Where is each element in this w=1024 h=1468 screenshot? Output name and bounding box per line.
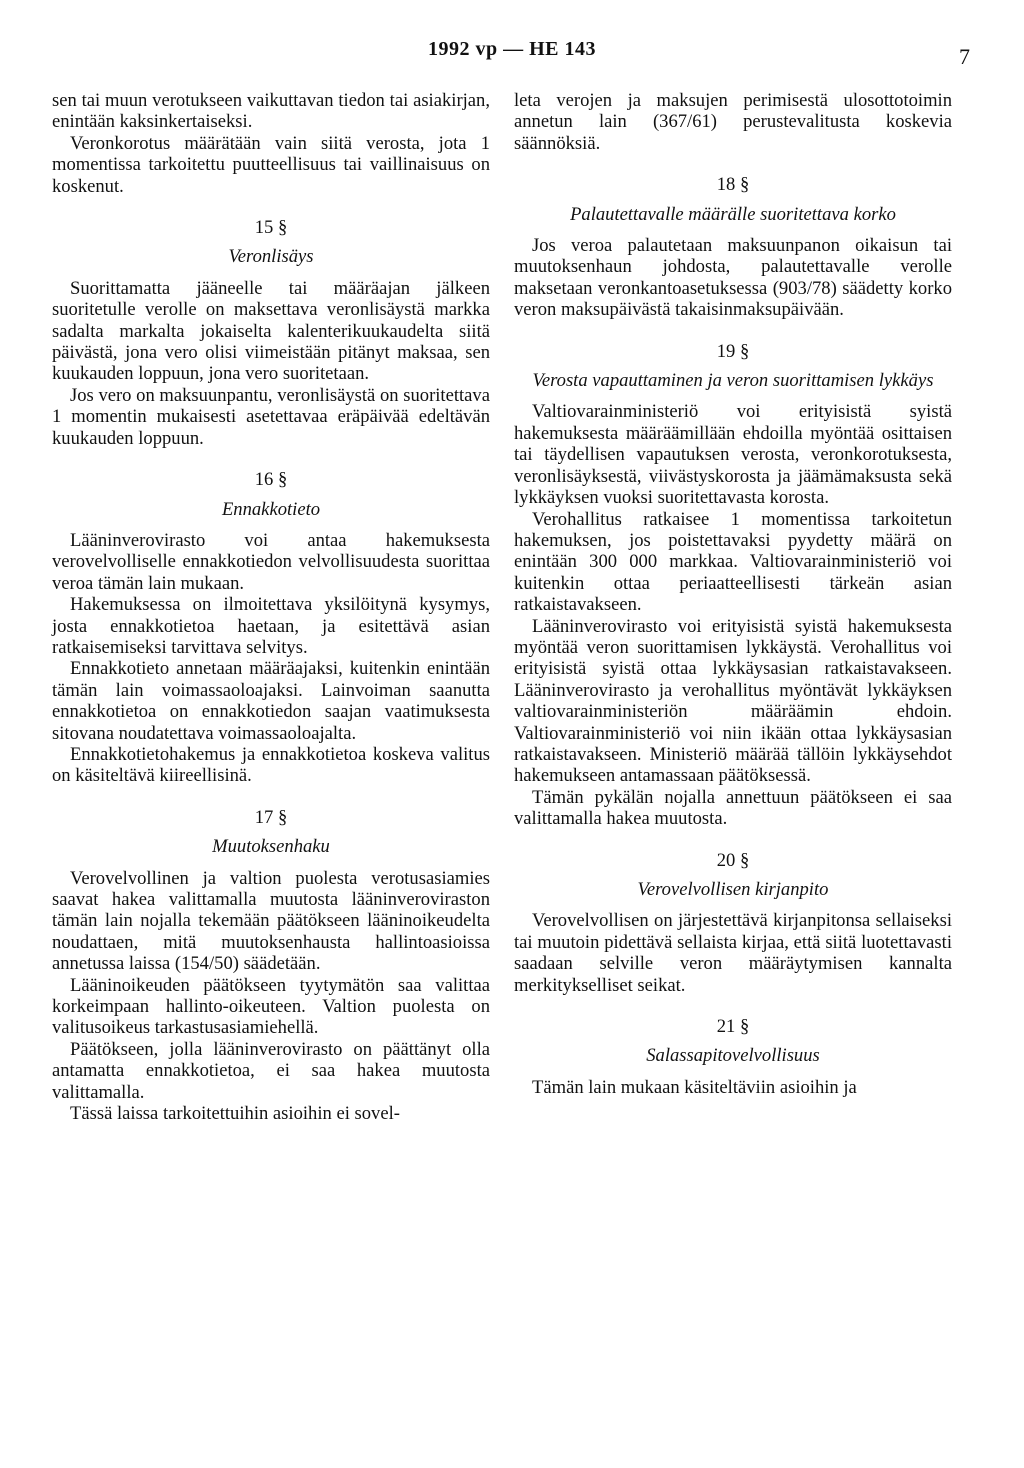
section-paragraph: Lääninverovirasto voi antaa hakemuksesta verovelvolliselle ennakkotiedon velvollisuudesta suorittaa veroa tämän lain mukaan. [52,529,490,594]
section-title: Palautettavalle määrälle suoritettava korko [570,203,896,225]
section-paragraph: Päätökseen, jolla lääninverovirasto on päättänyt olla antamatta ennakkotietoa, ei saa hakea muutosta valittamalla. [52,1038,490,1103]
section-number: 16 § [254,469,288,491]
section-paragraph: Verohallitus ratkaisee 1 momentissa tarkoitetun hakemuksen, jos poistettavaksi pyydetty määrä on enintään 300 000 markkaa. Valtiovarainministeriö voi kuitenkin ottaa periaatteellisesti tärkeän asian ratkaistavakseen. [514,508,952,616]
section-paragraph: Ennakkotieto annetaan määräajaksi, kuitenkin enintään tämän lain voimassaoloajaksi. Lainvoiman saanutta ennakkotietoa on ennakkotiedon saajan vaatimuksesta sitovana noudatettava voimassaoloajalta. [52,658,490,744]
section-paragraph: Suorittamatta jääneelle tai määräajan jälkeen suoritetulle verolle on maksettava veronlisäystä markka sadalta markalta jokaiselta kalenterikuukaudelta siitä päivästä, jona vero olisi viimeistään pitänyt maksaa, sen kuukauden loppuun, jona vero suoritetaan. [52,277,490,385]
page-header-title: 1992 vp — HE 143 [427,38,597,60]
intro-paragraph: leta verojen ja maksujen perimisestä ulosottotoimin annetun lain (367/61) perustevalitusta koskevia säännöksiä. [514,90,952,154]
section-paragraph: Tämän pykälän nojalla annettuun päätökseen ei saa valittamalla hakea muutosta. [514,786,952,830]
section-title: Muutoksenhaku [212,836,330,858]
section-paragraph: Tämän lain mukaan käsiteltäviin asioihin ja [532,1076,857,1098]
left-column [52,90,490,1124]
right-column [514,90,952,1098]
section-paragraph: Valtiovarainministeriö voi erityisistä syistä hakemuksesta määräämillään ehdoilla myöntää osittaisen tai täydellisen vapautuksen verosta, veronkorotuksesta, veronlisäyksestä, viivästyskorosta ja jäämämaksusta sekä lykkäyksen vuoksi suoritettavasta korosta. [514,401,952,509]
section-paragraph: Tässä laissa tarkoitettuihin asioihin ei sovel- [70,1103,400,1125]
section-paragraph: Jos vero on maksuunpantu, veronlisäystä on suoritettava 1 momentin mukaisesti asetettavaa eräpäivää edeltävän kuukauden loppuun. [52,384,490,449]
section-paragraph: Lääninverovirasto voi erityisistä syistä hakemuksesta myöntää veron suorittamisen lykkäystä. Verohallitus voi erityisistä syistä ottaa lykkäysasian ratkaistavakseen. Lääninverovirasto ja verohallitus myöntävät lykkäyksen valtiovarainministeriön määräämin ehdoin. Valtiovarainministeriö voi niin ikään ottaa lykkäysasian ratkaistavakseen. Ministeriö määrää tällöin lykkäysehdot hakemukseen antamassaan päätöksessä. [514,615,952,787]
page-number: 7 [959,44,970,69]
section-paragraph: Ennakkotietohakemus ja ennakkotietoa koskeva valitus on käsiteltävä kiireellisinä. [52,743,490,787]
section-number: 20 § [716,849,750,871]
section-title: Salassapitovelvollisuus [646,1045,820,1067]
section-paragraph: Verovelvollisen on järjestettävä kirjanpitonsa sellaiseksi tai muutoin pidettävä sellaista kirjaa, että siitä luotettavasti saadaan selville veron määräytymisen kannalta merkitykselliset seikat. [514,910,952,996]
section-number: 19 § [716,340,750,362]
section-title: Ennakkotieto [221,498,321,520]
section-title: Verovelvollisen kirjanpito [637,879,829,900]
section-number: 18 § [716,174,750,196]
section-number: 15 § [254,217,288,239]
section-title: Verosta vapauttaminen ja veron suorittamisen lykkäys [532,370,934,392]
section-paragraph: Verovelvollinen ja valtion puolesta verotusasiamies saavat hakea valittamalla muutosta lääninveroviraston tämän lain nojalla tekemään päätökseen lääninoikeudelta noudattaen, mitä muutoksenhausta hallintoasioissa annetussa laissa (154/50) säädetään. [52,867,490,975]
intro-paragraph: sen tai muun verotukseen vaikuttavan tiedon tai asiakirjan, enintään kaksinkertaiseksi. [52,90,490,133]
section-number: 17 § [254,806,288,828]
section-paragraph: Hakemuksessa on ilmoitettava yksilöitynä kysymys, josta ennakkotietoa haetaan, ja esitettävä asian ratkaisemiseksi tarvittava selvitys. [52,594,490,658]
section-title: Veronlisäys [228,246,314,268]
section-number: 21 § [716,1016,750,1038]
section-paragraph: Jos veroa palautetaan maksuunpanon oikaisun tai muutoksenhaun johdosta, palautettavalle verolle maksetaan veronkantoasetuksessa (903/78) säädetty korko veron maksupäivästä takaisinmaksupäivään. [514,235,952,321]
section-paragraph: Lääninoikeuden päätökseen tyytymätön saa valittaa korkeimpaan hallinto-oikeuteen. Valtion puolesta on valitusoikeus tarkastusasiamiehellä. [52,974,490,1039]
intro-paragraph: Veronkorotus määrätään vain siitä verosta, jota 1 momentissa tarkoitettu puutteellisuus tai vaillinaisuus on koskenut. [52,132,490,197]
